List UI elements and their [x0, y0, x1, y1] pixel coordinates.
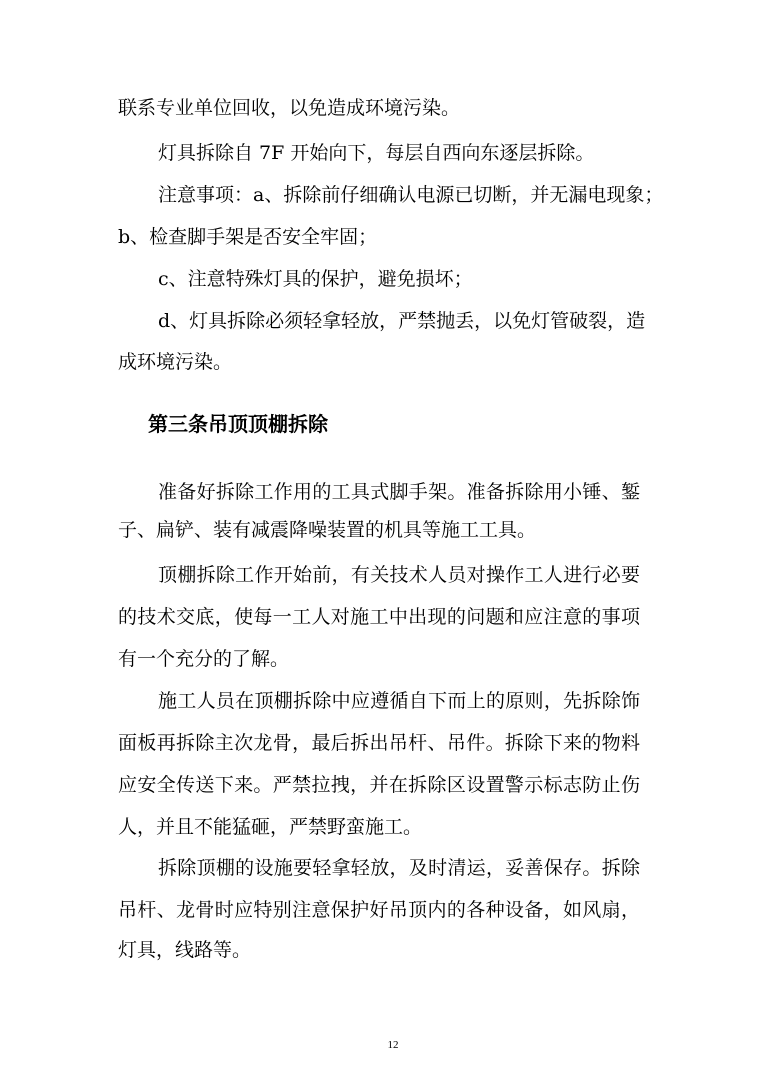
section-heading: 第三条吊顶顶棚拆除 [148, 412, 328, 436]
text-line: 准备好拆除工作用的工具式脚手架。准备拆除用小锤、錾 [158, 481, 640, 503]
text-line: 子、扁铲、装有减震降噪装置的机具等施工工具。 [118, 519, 537, 541]
page-number: 12 [387, 1039, 399, 1051]
text-line: b、检查脚手架是否安全牢固； [118, 226, 378, 248]
text-line: 拆除顶棚的设施要轻拿轻放，及时清运，妥善保存。拆除 [158, 857, 640, 879]
text-line: 灯具拆除自 7F 开始向下，每层自西向东逐层拆除。 [158, 142, 595, 164]
text-line: 施工人员在顶棚拆除中应遵循自下而上的原则，先拆除饰 [158, 690, 640, 712]
text-line: 有一个充分的了解。 [118, 648, 290, 670]
text-line: 顶棚拆除工作开始前，有关技术人员对操作工人进行必要 [158, 564, 640, 586]
text-line: 联系专业单位回收，以免造成环境污染。 [118, 97, 461, 119]
text-line: d、灯具拆除必须轻拿轻放，严禁抛丢，以免灯管破裂，造 [158, 310, 646, 332]
text-line: 面板再拆除主次龙骨，最后拆出吊杆、吊件。拆除下来的物料 [118, 732, 640, 754]
text-line: 应安全传送下来。严禁拉拽，并在拆除区设置警示标志防止伤 [118, 774, 640, 796]
text-line: 的技术交底，使每一工人对施工中出现的问题和应注意的事项 [118, 606, 640, 628]
text-line: 成环境污染。 [118, 351, 233, 373]
text-line: 注意事项：a、拆除前仔细确认电源已切断，并无漏电现象； [158, 184, 664, 206]
text-line: c、注意特殊灯具的保护，避免损坏； [158, 268, 473, 290]
text-line: 吊杆、龙骨时应特别注意保护好吊顶内的各种设备，如风扇， [118, 899, 640, 921]
text-line: 人，并且不能猛砸，严禁野蛮施工。 [118, 816, 423, 838]
text-line: 灯具，线路等。 [118, 939, 252, 961]
